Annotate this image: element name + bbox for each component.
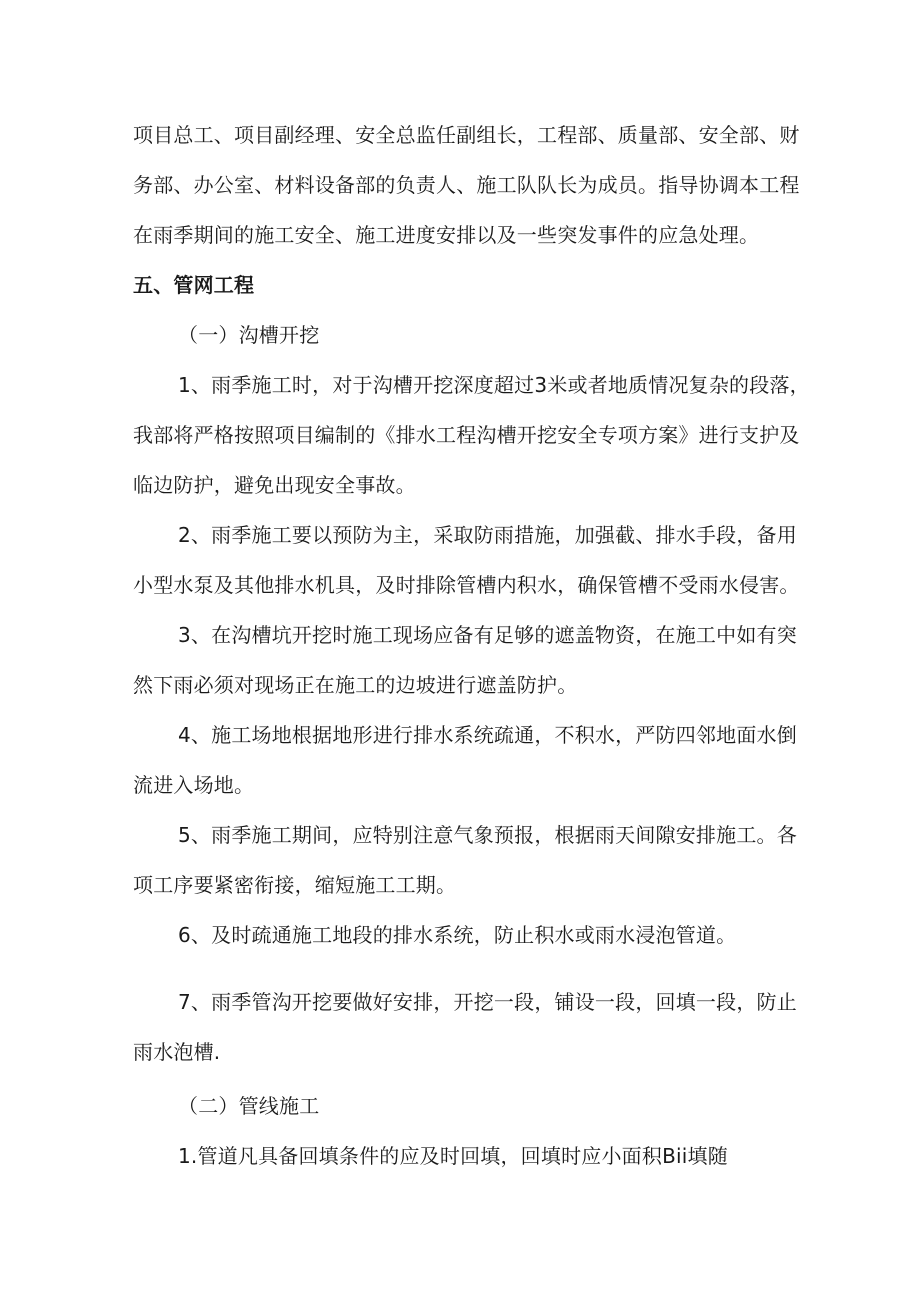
intro-line-2: 务部、办公室、材料设备部的负责人、施工队队长为成员。指导协调本工程 [133,173,800,197]
item-2-line-1: 2、雨季施工要以预防为主，采取防雨措施，加强截、排水手段，备用 [178,523,797,547]
item-1-line-3: 临边防护，避免出现安全事故。 [133,473,416,497]
item-1-line-2: 我部将严格按照项目编制的《排水工程沟槽开挖安全专项方案》进行支护及 [133,423,800,447]
item-3-line-1: 3、在沟槽坑开挖时施工现场应备有足够的遮盖物资，在施工中如有突 [178,623,797,647]
item-7-line-2: 雨水泡槽. [133,1040,221,1064]
item-4-line-1: 4、施工场地根据地形进行排水系统疏通，不积水，严防四邻地面水倒 [178,723,797,747]
item-5-line-2: 项工序要紧密衔接，缩短施工工期。 [133,873,457,897]
item-4-line-2: 流进入场地。 [133,773,255,797]
subsection-title-1: （一）沟槽开挖 [178,323,320,347]
intro-line-3: 在雨季期间的施工安全、施工进度安排以及一些突发事件的应急处理。 [133,223,760,247]
item-2-line-2: 小型水泵及其他排水机具，及时排除管槽内积水，确保管槽不受雨水侵害。 [133,573,800,597]
last-line: 1.管道凡具备回填条件的应及时回填，回填时应小面积Bii填随 [178,1144,728,1168]
item-3-line-2: 然下雨必须对现场正在施工的边坡进行遮盖防护。 [133,673,578,697]
section-title: 五、管网工程 [133,273,255,297]
item-6-line-1: 6、及时疏通施工地段的排水系统，防止积水或雨水浸泡管道。 [178,923,737,947]
item-5-line-1: 5、雨季施工期间，应特别注意气象预报，根据雨天间隙安排施工。各 [178,823,797,847]
subsection-title-2: （二）管线施工 [178,1094,320,1118]
item-1-line-1: 1、雨季施工时，对于沟槽开挖深度超过3米或者地质情况复杂的段落， [178,373,810,397]
item-7-line-1: 7、雨季管沟开挖要做好安排，开挖一段，铺设一段，回填一段，防止 [178,990,797,1014]
intro-line-1: 项目总工、项目副经理、安全总监任副组长，工程部、质量部、安全部、财 [133,123,800,147]
